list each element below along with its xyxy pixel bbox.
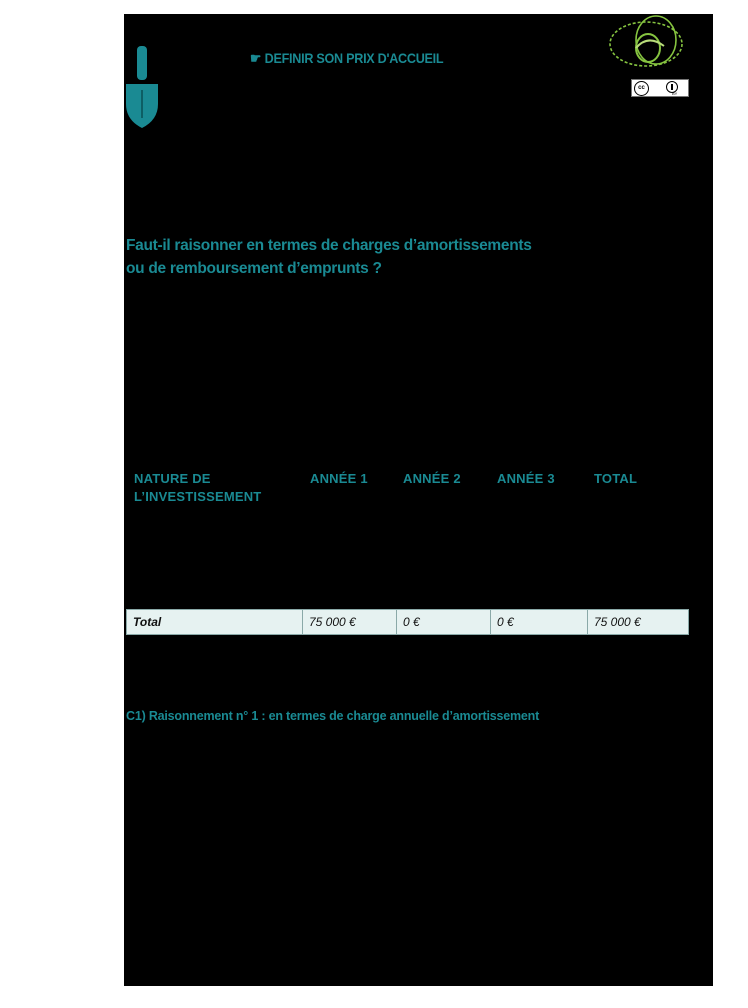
table-total-row [126, 609, 689, 635]
table-header-year-3: ANNÉE 3 [497, 471, 555, 486]
pointing-hand-icon: ☛ [250, 50, 262, 66]
cc-by-icon [631, 79, 689, 97]
cc-mark: cc [634, 81, 649, 96]
swirl-logo-icon [606, 14, 692, 70]
question-line-2: ou de remboursement d’emprunts ? [126, 260, 382, 277]
table-header-year-2: ANNÉE 2 [403, 471, 461, 486]
table-header-nature: NATURE DE L’INVESTISSEMENT [134, 471, 262, 504]
section-title [250, 50, 443, 67]
total-row-year-2: 0 € [397, 610, 491, 634]
question-line-1: Faut-il raisonner en termes de charges d’amortissements [126, 237, 532, 254]
table-header-year-1: ANNÉE 1 [310, 471, 368, 486]
total-row-year-1: 75 000 € [303, 610, 397, 634]
total-row-label: Total [127, 610, 303, 634]
document-page [124, 14, 713, 986]
table-header-total: TOTAL [594, 471, 638, 486]
by-label: BY [672, 91, 678, 96]
trowel-icon [124, 44, 160, 130]
total-row-year-3: 0 € [491, 610, 588, 634]
section-title-text: DEFINIR SON PRIX D'ACCUEIL [264, 50, 444, 66]
question-heading [126, 234, 606, 280]
reasoning-heading: C1) Raisonnement n° 1 : en termes de charge annuelle d’amortissement [126, 709, 540, 723]
total-row-total: 75 000 € [594, 615, 641, 629]
